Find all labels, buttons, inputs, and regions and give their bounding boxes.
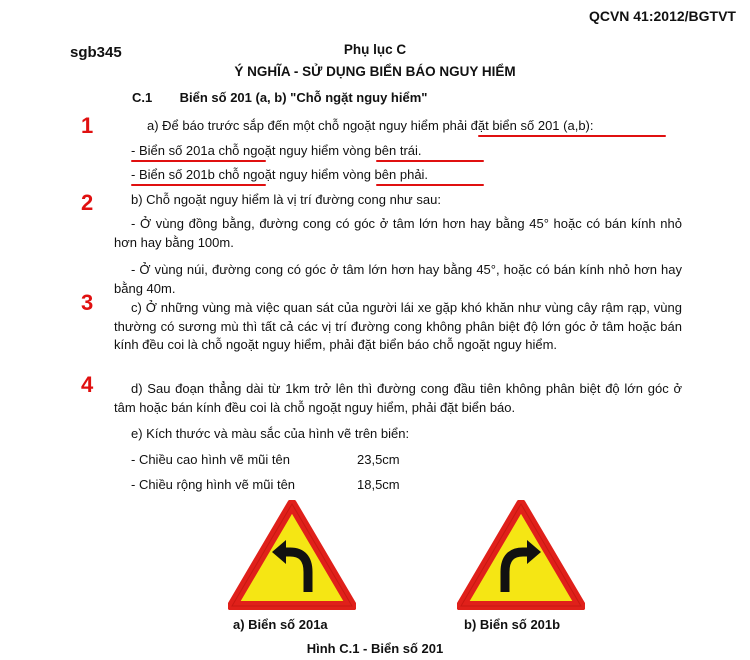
paragraph-b: b) Chỗ ngoặt nguy hiểm là vị trí đường cong như sau: [131,192,441,207]
sign-201b-caption: b) Biển số 201b [464,617,561,632]
dimension-label: - Chiều rộng hình vẽ mũi tên [131,477,296,492]
paragraph-b2: - Ở vùng núi, đường cong có góc ở tâm lớn hơn hay bằng 45°, hoặc có bán kính nhỏ hơn hay bằng 40m. [114,262,682,296]
dimension-row [131,476,400,495]
figure-caption: Hình C.1 - Biển số 201 [306,641,444,656]
sign-201b-icon [457,500,585,610]
paragraph-d: d) Sau đoạn thẳng dài từ 1km trở lên thì đường cong đầu tiên không phân biệt độ lớn góc ở tâm hoặc bán kính đều coi là chỗ ngoặt nguy hiểm, phải đặt biển báo. [114,381,682,415]
watermark-tag: sgb345 [70,44,122,61]
section-heading [132,90,427,105]
underline-a [478,135,666,137]
marker-2: 2 [81,190,94,215]
dimension-label: - Chiều cao hình vẽ mũi tên [131,452,290,467]
underline-a2-left [131,184,266,186]
appendix-title: Phụ lục C [343,42,407,57]
paragraph-e: e) Kích thước và màu sắc của hình vẽ trên biển: [131,426,410,441]
section-number: C.1 [132,90,153,105]
section-title: Biển số 201 (a, b) "Chỗ ngặt nguy hiểm" [179,90,428,105]
paragraph-b1: - Ở vùng đồng bằng, đường cong có góc ở tâm lớn hơn hay bằng 45° hoặc có bán kính nhỏ hơn hay bằng 100m. [114,216,682,250]
marker-1: 1 [81,113,94,138]
page-title: Ý NGHĨA - SỬ DỤNG BIỂN BÁO NGUY HIỂM [234,64,516,79]
underline-a2-right [376,184,484,186]
paragraph-a2: - Biển số 201b chỗ ngoặt nguy hiểm vòng bên phải. [131,167,429,182]
sign-201a-icon [228,500,356,610]
dimension-value: 18,5cm [357,477,400,492]
paragraph-a: a) Để báo trước sắp đến một chỗ ngoặt nguy hiểm phải đặt biển số 201 (a,b): [147,118,594,133]
dimension-value: 23,5cm [357,452,400,467]
underline-a1-left [131,160,266,162]
paragraph-c: c) Ở những vùng mà việc quan sát của người lái xe gặp khó khăn như vùng cây rậm rạp, vùng thường có sương mù thì tất cả các vị trí đường cong không phân biệt độ lớn góc ở tâm hoặc bán kính đều coi là chỗ ngoặt nguy hiểm, phải đặt biển báo chỗ ngoặt nguy hiểm. [114,300,682,352]
dimension-row [131,451,400,470]
marker-3: 3 [81,290,94,315]
document-code: QCVN 41:2012/BGTVT [588,8,736,24]
paragraph-a1: - Biển số 201a chỗ ngoặt nguy hiểm vòng bên trái. [131,143,422,158]
marker-4: 4 [81,372,94,397]
sign-201a-caption: a) Biển số 201a [233,617,328,632]
underline-a1-right [376,160,484,162]
